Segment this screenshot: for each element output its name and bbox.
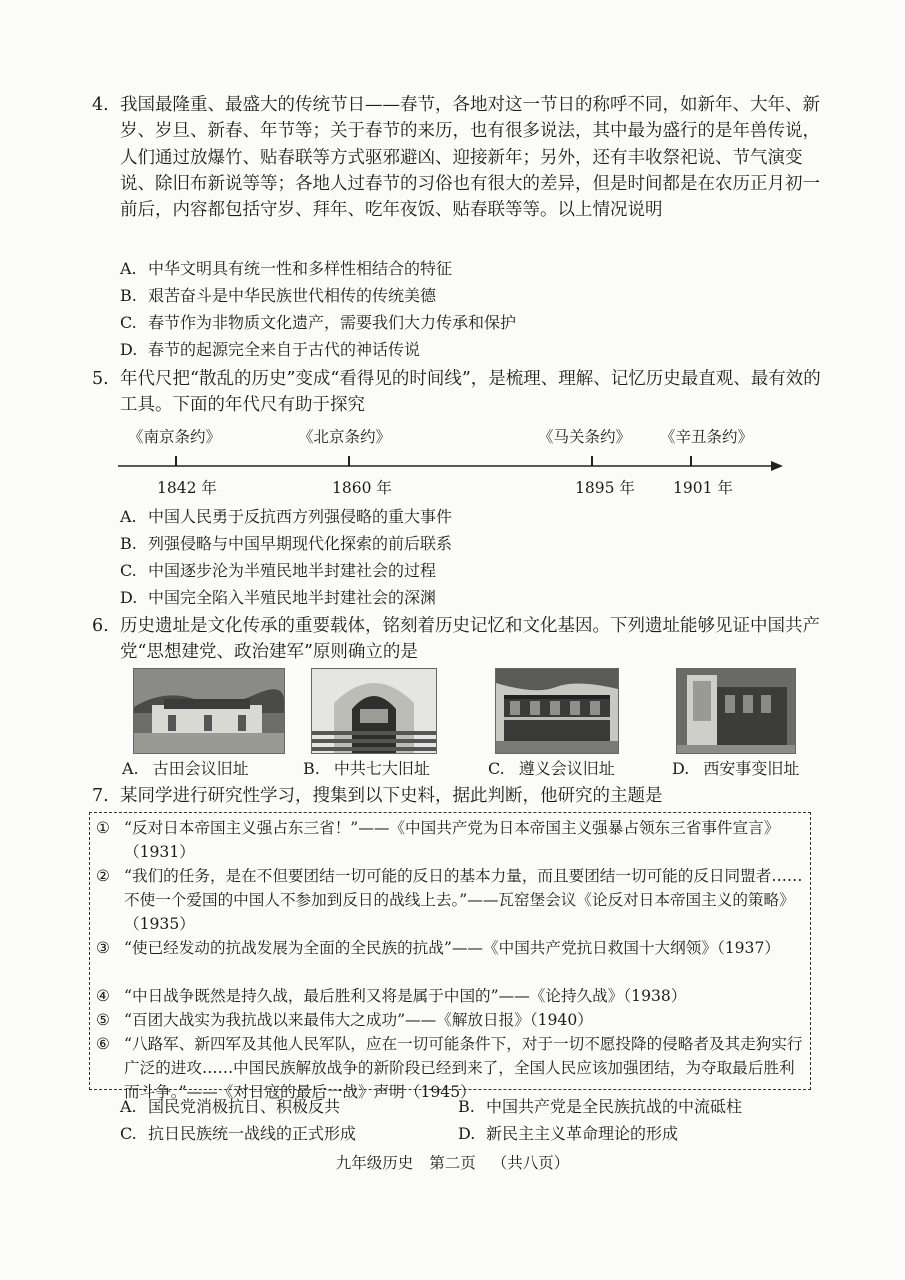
photo-7th-congress-site [311, 668, 437, 754]
footer-total: （共八页） [491, 1154, 570, 1172]
q7-stem-text: 某同学进行研究性学习，搜集到以下史料，据此判断，他研究的主题是 [120, 786, 663, 806]
q7-option-b[interactable]: B. 中国共产党是全民族抗战的中流砥柱 [458, 1097, 743, 1116]
q7-stem [92, 783, 822, 809]
q5-option-d[interactable]: D. 中国完全陷入半殖民地半封建社会的深渊 [120, 588, 437, 607]
photo-zunyi-site [495, 668, 619, 754]
q7-option-c[interactable]: C. 抗日民族统一战线的正式形成 [120, 1124, 357, 1143]
q5-option-a[interactable]: A. 中国人民勇于反抗西方列强侵略的重大事件 [120, 507, 453, 526]
timeline-label: 《辛丑条约》 [660, 428, 754, 446]
source-item: ⑤ “百团大战实为我抗战以来最伟大之成功”——《解放日报》（1940） [96, 1011, 593, 1029]
timeline-label: 《南京条约》 [128, 428, 222, 446]
timeline-axis [0, 0, 905, 500]
photo-xian-incident-site [676, 668, 796, 754]
timeline-label: 《马关条约》 [538, 428, 632, 446]
q5-option-b[interactable]: B. 列强侵略与中国早期现代化探索的前后联系 [120, 534, 453, 553]
q4-option-b[interactable]: B. 艰苦奋斗是中华民族世代相传的传统美德 [120, 286, 437, 305]
source-item: ① “反对日本帝国主义强占东三省！”——《中国共产党为日本帝国主义强暴占领东三省事件宣言》（1931） [96, 819, 780, 861]
footer-subject: 九年级历史 [335, 1154, 414, 1172]
source-item: ④ “中日战争既然是持久战，最后胜利又将是属于中国的”——《论持久战》（1938） [96, 987, 687, 1005]
page-footer [0, 1151, 905, 1173]
timeline-year: 1901 年 [673, 479, 733, 497]
timeline-year: 1860 年 [332, 479, 392, 497]
q6-option-b[interactable]: B. 中共七大旧址 [303, 759, 430, 778]
q6-option-d[interactable]: D. 西安事变旧址 [672, 759, 800, 778]
q4-stem-text: 我国最隆重、最盛大的传统节日——春节，各地对这一节日的称呼不同，如新年、大年、新岁、岁旦、新春、年节等；关于春节的来历，也有很多说法，其中最为盛行的是年兽传说，人们通过放爆竹、贴春联等方式驱邪避凶、迎接新年；另外，还有丰收祭祀说、节气演变说、除旧布新说等等；各地人过春节的习俗也有很大的差异，但是时间都是在农历正月初一前后，内容都包括守岁、拜年、吃年夜饭、贴春联等等。以上情况说明 [120, 95, 820, 221]
q6-stem-text: 历史遗址是文化传承的重要载体，铭刻着历史记忆和文化基因。下列遗址能够见证中国共产党“思想建党、政治建军”原则确立的是 [120, 616, 820, 663]
q5-number: 5. [92, 369, 109, 389]
footer-page: 第二页 [429, 1154, 476, 1172]
q6-option-c[interactable]: C. 遵义会议旧址 [488, 759, 615, 778]
q5-option-c[interactable]: C. 中国逐步沦为半殖民地半封建社会的过程 [120, 561, 437, 580]
source-item: ⑥ “八路军、新四军及其他人民军队，应在一切可能条件下，对于一切不愿投降的侵略者及其走狗实行广泛的进攻……中国民族解放战争的新阶段已经到来了，全国人民应该加强团结，为夺取最后胜利而斗争。”——《对日寇的最后一战》声明（1945） [96, 1035, 803, 1101]
timeline-label: 《北京条约》 [298, 428, 392, 446]
q4-option-d[interactable]: D. 春节的起源完全来自于古代的神话传说 [120, 340, 421, 359]
q6-number: 6. [92, 616, 109, 636]
source-item: ② “我们的任务，是在不但要团结一切可能的反日的基本力量，而且要团结一切可能的反日同盟者……不使一个爱国的中国人不参加到反日的战线上去。”——瓦窑堡会议《论反对日本帝国主义的策略》（1935） [96, 867, 803, 933]
q4-option-c[interactable]: C. 春节作为非物质文化遗产，需要我们大力传承和保护 [120, 313, 517, 332]
q7-option-a[interactable]: A. 国民党消极抗日、积极反共 [120, 1097, 341, 1116]
timeline-year: 1842 年 [157, 479, 217, 497]
source-item: ③ “使已经发动的抗战发展为全面的全民族的抗战”——《中国共产党抗日救国十大纲领》（1937） [96, 939, 780, 957]
q6-stem [92, 613, 822, 666]
q7-option-d[interactable]: D. 新民主主义革命理论的形成 [458, 1124, 679, 1143]
photo-gutian-site [133, 668, 285, 754]
q4-number: 4. [92, 95, 109, 115]
q6-option-a[interactable]: A. 古田会议旧址 [122, 759, 249, 778]
q7-number: 7. [92, 786, 109, 806]
q4-option-a[interactable]: A. 中华文明具有统一性和多样性相结合的特征 [120, 259, 453, 278]
q5-stem-text: 年代尺把“散乱的历史”变成“看得见的时间线”，是梳理、理解、记忆历史最直观、最有效的工具。下面的年代尺有助于探究 [120, 369, 821, 416]
timeline-year: 1895 年 [575, 479, 635, 497]
